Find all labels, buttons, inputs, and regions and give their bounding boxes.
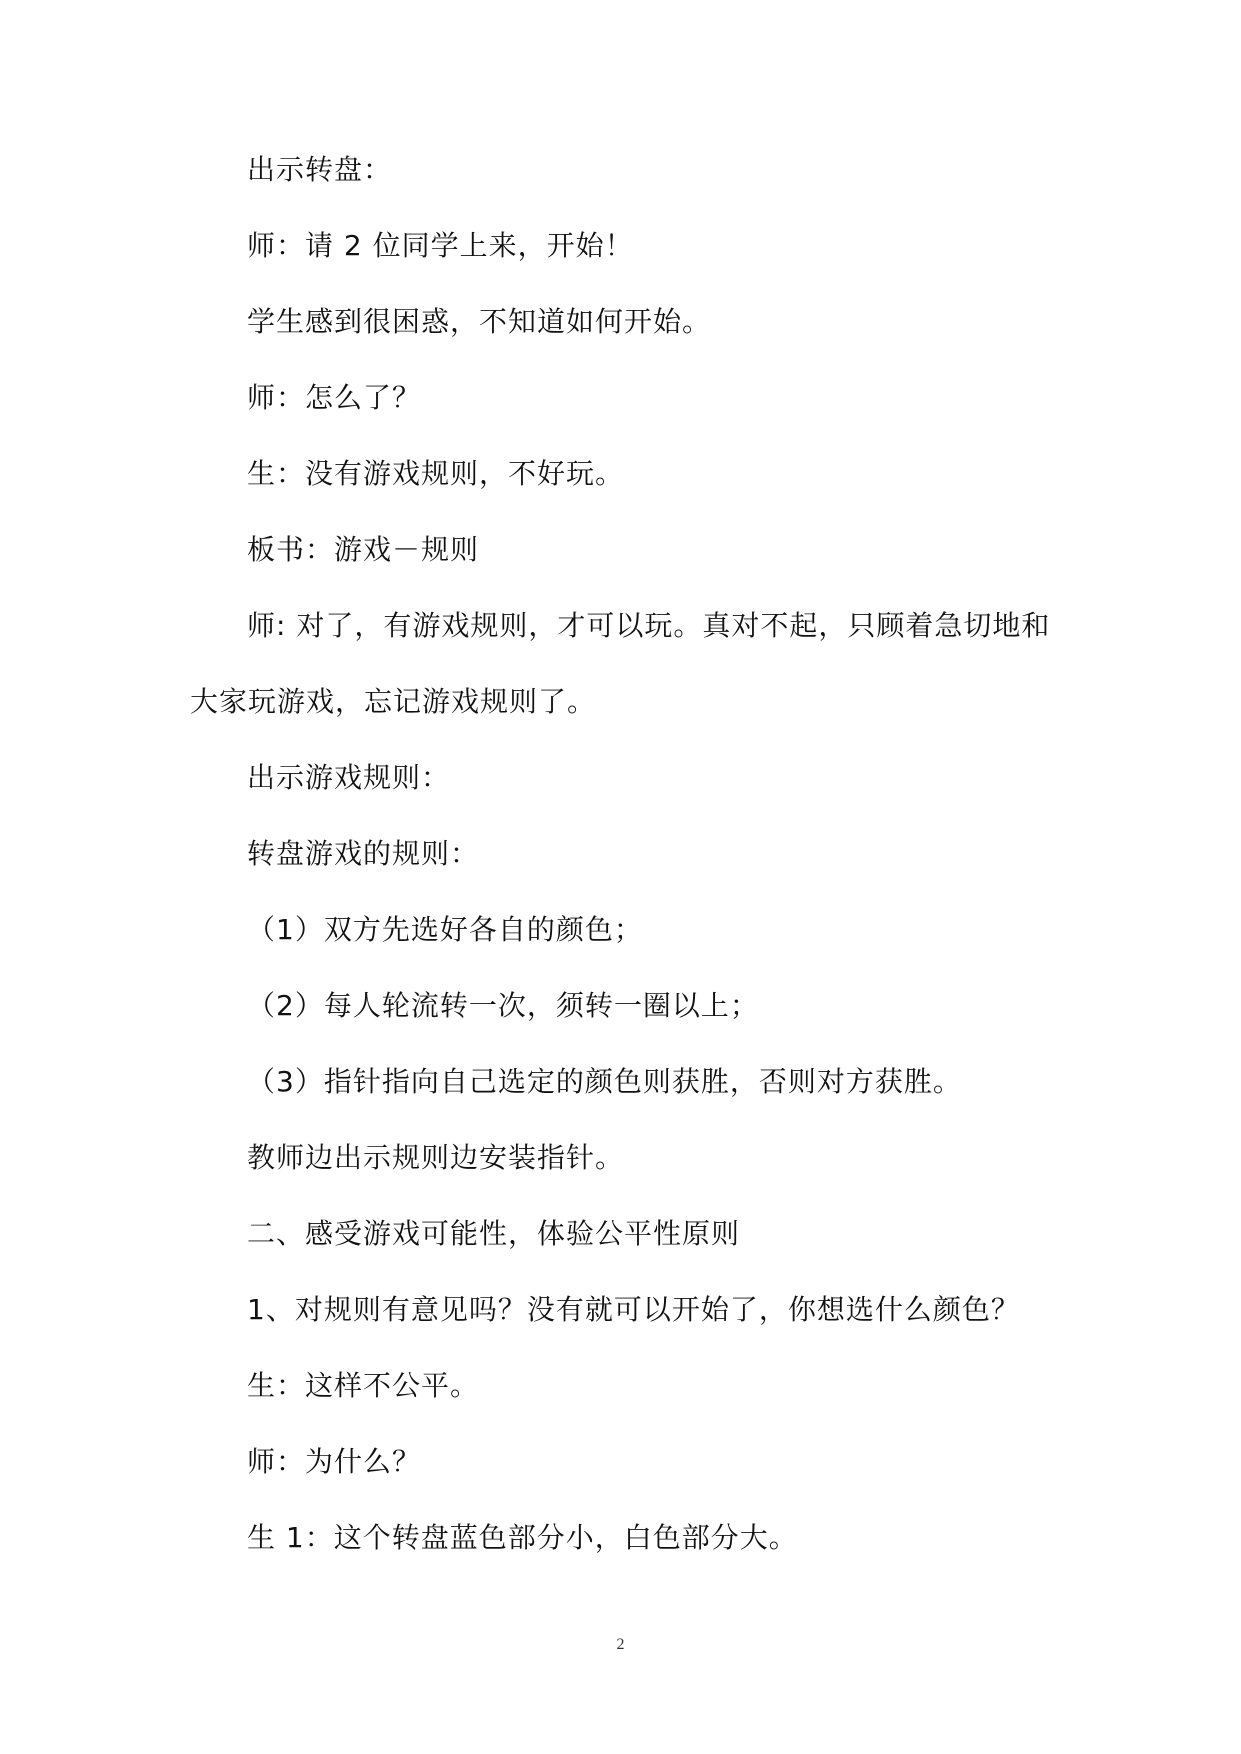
text-line: 大家玩游戏，忘记游戏规则了。 [190, 685, 597, 718]
text-line: 生 1：这个转盘蓝色部分小，白色部分大。 [247, 1521, 798, 1554]
text-line: 1、对规则有意见吗？没有就可以开始了，你想选什么颜色？ [247, 1293, 1020, 1326]
text-line: （1）双方先选好各自的颜色； [247, 913, 643, 946]
text-line: 师：为什么？ [247, 1445, 422, 1478]
text-line: 师: 对了，有游戏规则，才可以玩。真对不起，只顾着急切地和 [247, 609, 1051, 642]
text-line: 师：请 2 位同学上来，开始！ [247, 229, 634, 262]
text-line: 学生感到很困惑，不知道如何开始。 [247, 305, 712, 338]
text-line: 出示转盘： [247, 153, 393, 186]
text-line: （3）指针指向自己选定的颜色则获胜，否则对方获胜。 [247, 1065, 962, 1098]
text-line: 板书：游戏－规则 [247, 533, 480, 566]
text-line: 生：没有游戏规则，不好玩。 [247, 457, 625, 490]
text-line: （2）每人轮流转一次，须转一圈以上； [247, 989, 759, 1022]
text-line: 师：怎么了？ [247, 381, 422, 414]
text-line: 教师边出示规则边安装指针。 [247, 1141, 625, 1174]
page-number: 2 [616, 1636, 625, 1653]
text-line: 转盘游戏的规则： [247, 837, 480, 870]
text-line: 二、感受游戏可能性，体验公平性原则 [247, 1217, 741, 1250]
text-line: 生：这样不公平。 [247, 1369, 480, 1402]
text-line: 出示游戏规则： [247, 761, 451, 794]
